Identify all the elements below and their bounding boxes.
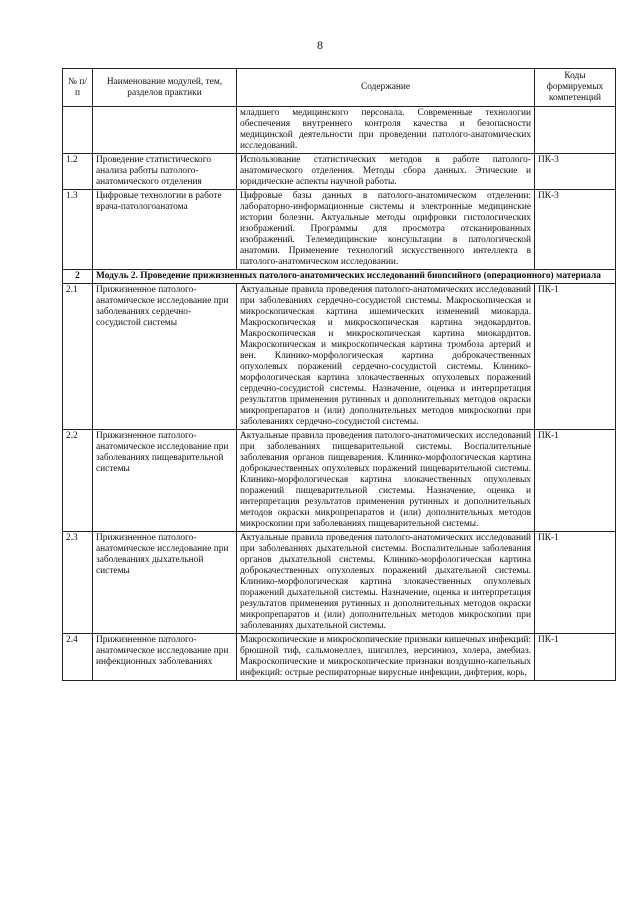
row-name: Цифровые технологии в работе врача-патологоанатома <box>93 190 237 270</box>
row-code: ПК-1 <box>535 430 616 532</box>
module-title: Модуль 2. Проведение прижизненных патолого-анатомических исследований биопсийного (операционного) материала <box>93 270 616 284</box>
module-row <box>63 270 616 284</box>
table-row <box>63 154 616 190</box>
row-name: Проведение статистического анализа работы патолого-анатомического отделения <box>93 154 237 190</box>
row-code: ПК-1 <box>535 284 616 430</box>
row-name: Прижизненное патолого-анатомическое исследование при заболеваниях сердечно-сосудистой системы <box>93 284 237 430</box>
row-num <box>63 107 93 154</box>
row-name <box>93 107 237 154</box>
row-content: Актуальные правила проведения патолого-анатомических исследований при заболеваниях пищеварительной системы. Воспалительные заболевания органов пищеварения. Клинико-морфологическая картина доброкачественных опухолевых поражений пищеварительной системы. Клинико-морфологическая картина злокачественных опухолевых поражений пищеварительной системы. Назначение, оценка и интерпретация результатов применения рутинных и дополнительных методов окраски микропрепаратов и (или) дополнительных методов микроскопии при заболеваниях пищеварительной системы. <box>237 430 535 532</box>
row-content: младшего медицинского персонала. Современные технологии обеспечения внутреннего контроля качества и безопасности медицинской деятельности при проведении патолого-анатомических исследований. <box>237 107 535 154</box>
row-num: 2.1 <box>63 284 93 430</box>
header-codes: Коды формируемых компетенций <box>535 69 616 107</box>
table-row <box>63 532 616 634</box>
header-name: Наименование модулей, тем, разделов практики <box>93 69 237 107</box>
table-row <box>63 284 616 430</box>
table-row <box>63 430 616 532</box>
header-num: № п/п <box>63 69 93 107</box>
row-content: Актуальные правила проведения патолого-анатомических исследований при заболеваниях дыхательной системы. Воспалительные заболевания органов дыхательной системы. Клинико-морфологическая картина доброкачественных опухолевых поражений дыхательной системы. Клинико-морфологическая картина злокачественных опухолевых поражений дыхательной системы. Назначение, оценка и интерпретация результатов применения рутинных и дополнительных методов окраски микропрепаратов и (или) дополнительных методов микроскопии при заболеваниях дыхательной системы. <box>237 532 535 634</box>
row-name: Прижизненное патолого-анатомическое исследование при заболеваниях дыхательной системы <box>93 532 237 634</box>
row-num: 2.4 <box>63 634 93 681</box>
module-num: 2 <box>63 270 93 284</box>
row-name: Прижизненное патолого-анатомическое исследование при инфекционных заболеваниях <box>93 634 237 681</box>
row-name: Прижизненное патолого-анатомическое исследование при заболеваниях пищеварительной системы <box>93 430 237 532</box>
curriculum-table <box>62 68 616 681</box>
header-content: Содержание <box>237 69 535 107</box>
page-number: 8 <box>317 38 323 52</box>
row-num: 2.3 <box>63 532 93 634</box>
row-code: ПК-1 <box>535 634 616 681</box>
table-row <box>63 107 616 154</box>
table-row <box>63 634 616 681</box>
table-row <box>63 190 616 270</box>
row-num: 1.3 <box>63 190 93 270</box>
row-content: Цифровые базы данных в патолого-анатомическом отделении: лабораторно-информационные системы и электронные медицинские истории болезни. Актуальные методы оцифровки гистологических изображений. Программы для просмотра отсканированных изображений. Телемедицинские консультации в патологической анатомии. Применение технологий искусственного интеллекта в патолого-анатомическом исследовании. <box>237 190 535 270</box>
row-code <box>535 107 616 154</box>
row-code: ПК-1 <box>535 532 616 634</box>
row-code: ПК-3 <box>535 154 616 190</box>
row-content: Макроскопические и микроскопические признаки кишечных инфекций: брюшной тиф, сальмонеллез, шигиллез, иерсиниоз, холера, амебиаз. Макроскопические и микроскопические признаки воздушно-капельных инфекций: острые респираторные вирусные инфекции, дифтерия, корь, <box>237 634 535 681</box>
row-content: Актуальные правила проведения патолого-анатомических исследований при заболеваниях сердечно-сосудистой системы. Макроскопическая и микроскопическая картина ишемических изменений миокарда. Макроскопическая и микроскопическая картина эндокардитов. Макроскопическая и микроскопическая картина миокардитов. Макроскопическая и микроскопическая картина тромбоза артерий и вен. Клинико-морфологическая картина доброкачественных опухолевых поражений сердечно-сосудистой системы. Клинико-морфологическая картина злокачественных опухолевых поражений сердечно-сосудистой системы. Назначение, оценка и интерпретация результатов применения рутинных и дополнительных методов окраски микропрепаратов и (или) дополнительных методов микроскопии при заболеваниях сердечно-сосудистой системы. <box>237 284 535 430</box>
row-num: 2.2 <box>63 430 93 532</box>
row-content: Использование статистических методов в работе патолого-анатомического отделения. Методы сбора данных. Этические и юридические аспекты научной работы. <box>237 154 535 190</box>
row-code: ПК-3 <box>535 190 616 270</box>
table-header-row <box>63 69 616 107</box>
row-num: 1.2 <box>63 154 93 190</box>
